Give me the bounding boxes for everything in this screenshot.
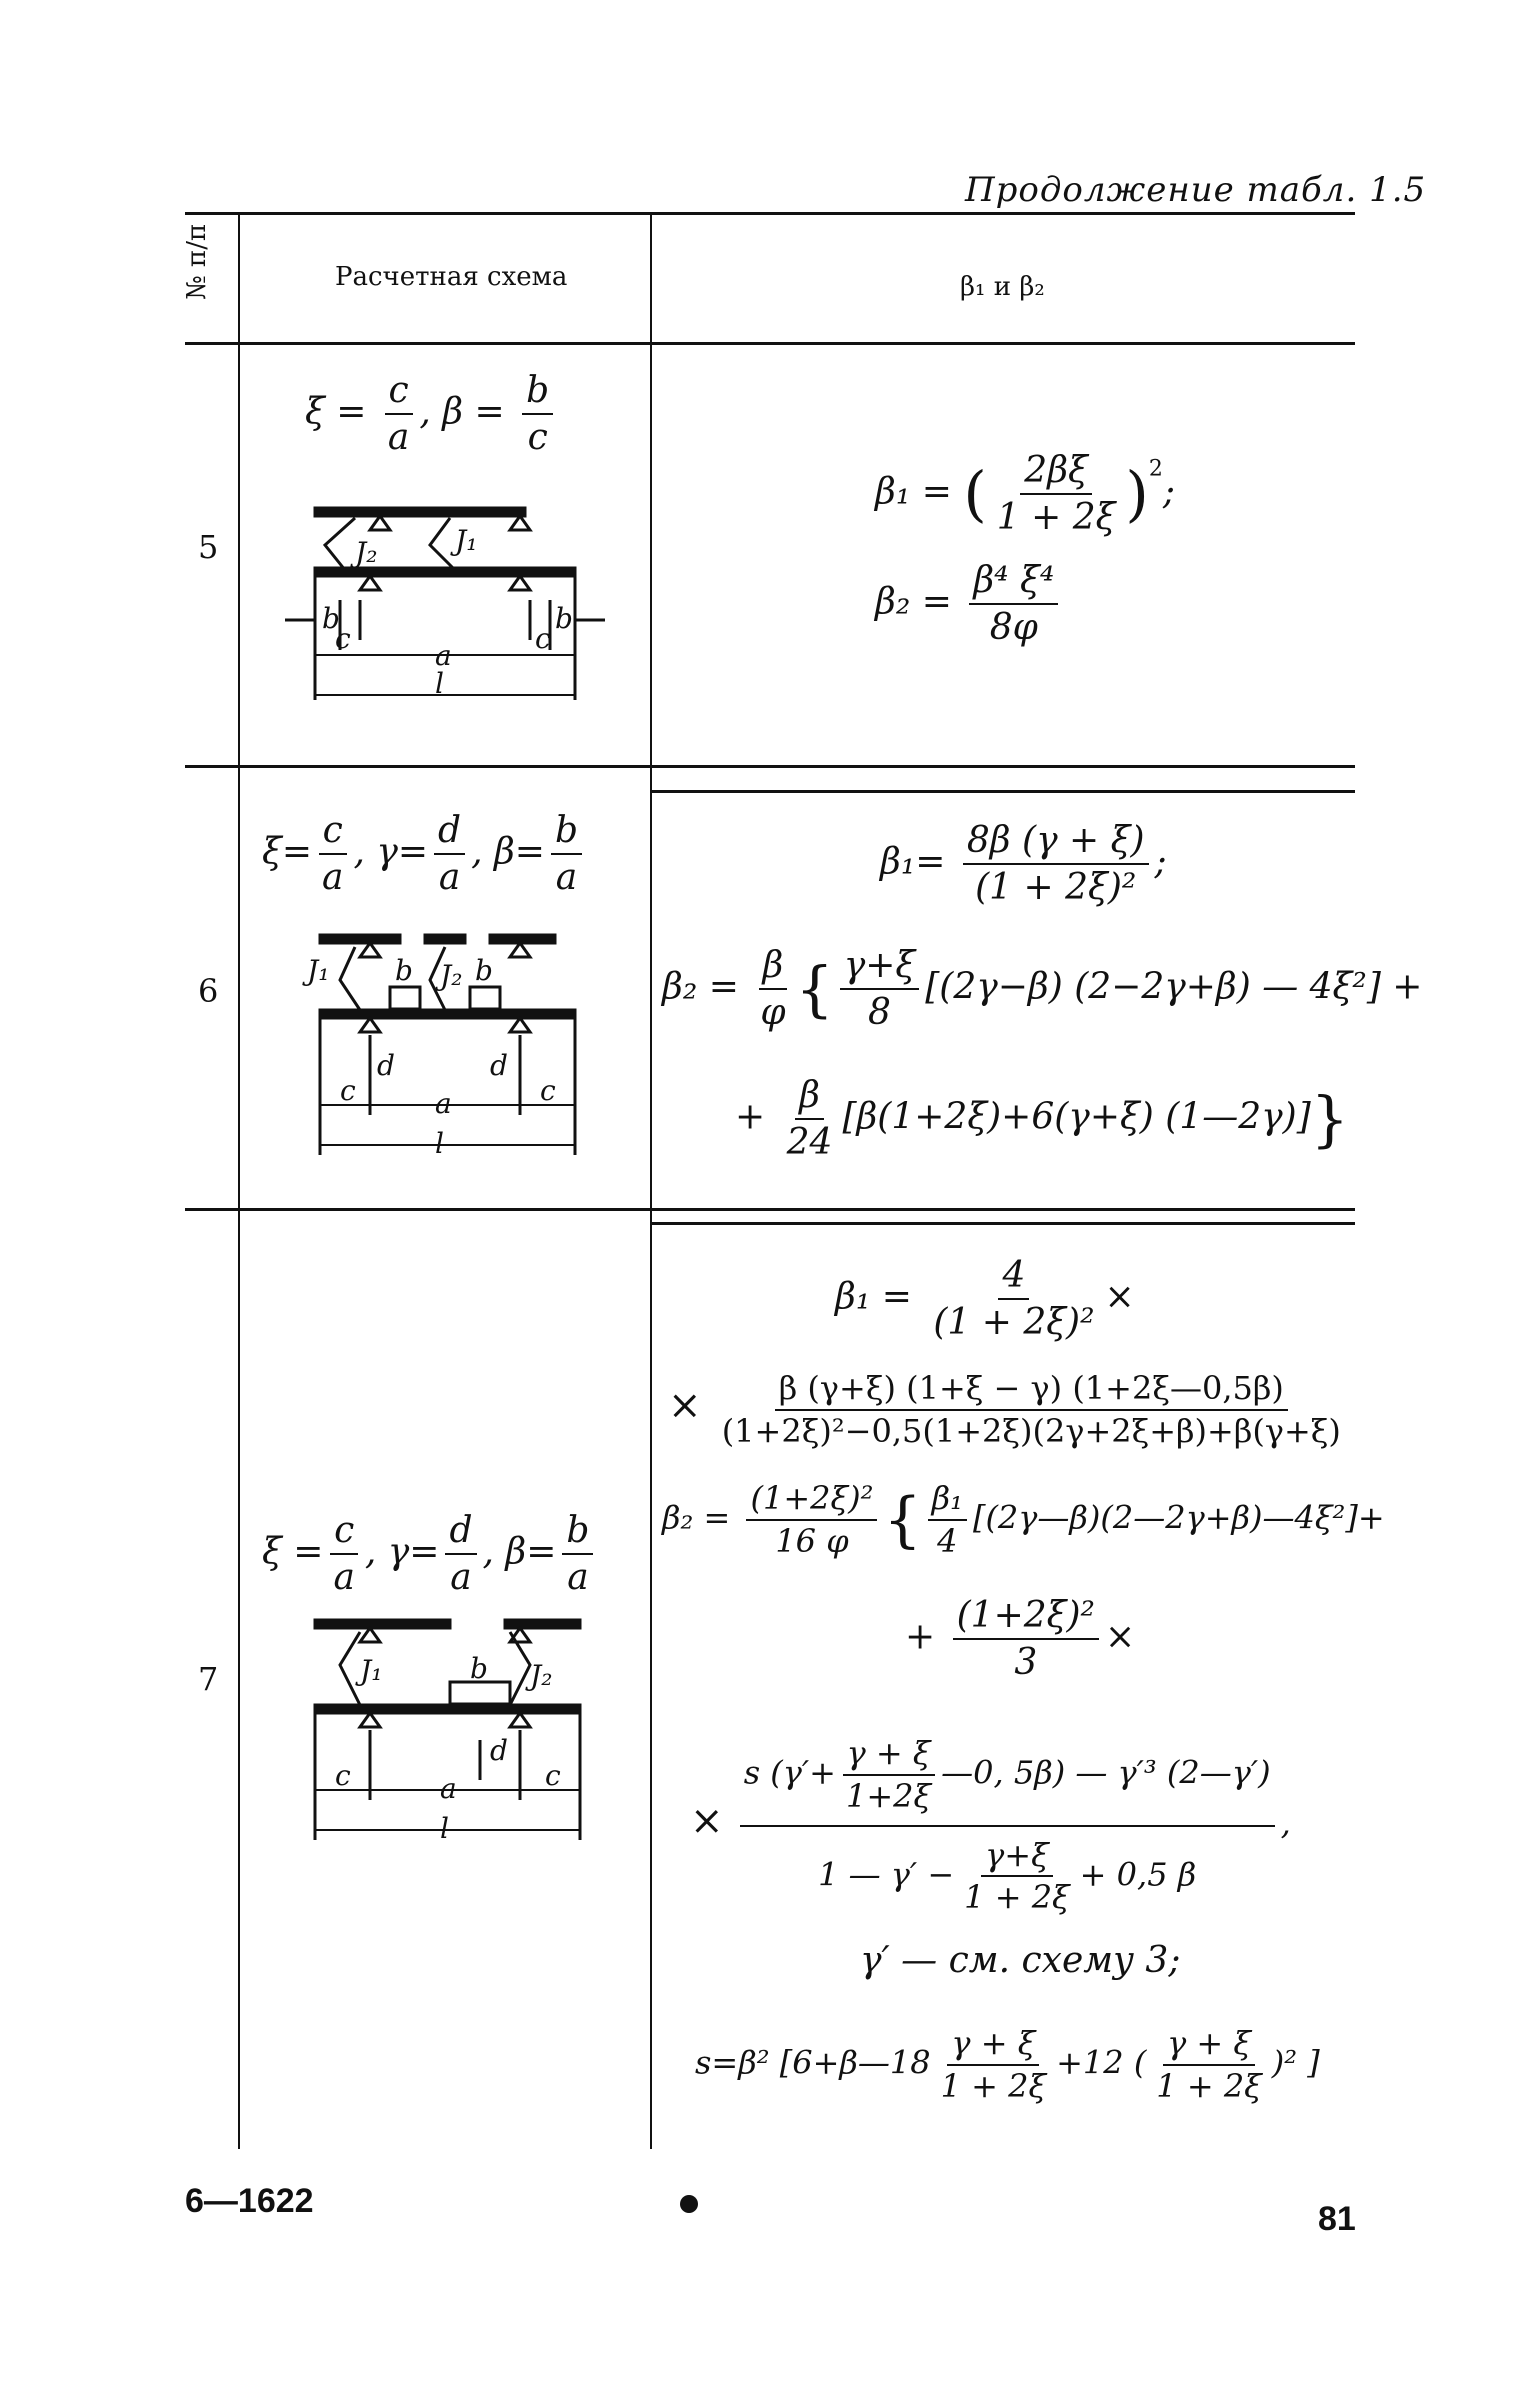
beta1-fraction [963,820,1149,909]
beta1-den: (1 + 2ξ)² [975,867,1137,909]
beta2-label: β₂ = [662,966,739,1008]
label-a: a [435,639,452,672]
beta1-num: 4 [998,1255,1029,1300]
label-l: l [440,1812,449,1845]
brace-open: { [883,1484,922,1555]
beta2-rest-2: [β(1+2ξ)+6(γ+ξ) (1—2γ)] [842,1096,1311,1138]
beta2-fraction [746,1480,877,1560]
beta1-fraction [993,450,1120,539]
times: × [1104,1276,1135,1318]
label-b-left: b [395,954,413,987]
big-num: β (γ+ξ) (1+ξ − γ) (1+2ξ—0,5β) [775,1370,1288,1411]
paren-close: ) [1125,459,1149,530]
label-d-right: d [490,1049,508,1082]
plus: + [905,1616,936,1658]
label-b-right: b [475,954,493,987]
xi-fraction [318,810,347,899]
gamma-fraction [445,1510,476,1599]
label-j1: J₁ [360,1654,383,1687]
frac-num: β [759,945,788,990]
row6-beta2-line1 [662,945,1422,1034]
beta-over-phi [756,945,789,1034]
footer-code: 6—1622 [185,2182,314,2220]
beta-label: , β= [471,831,545,873]
paren-open: ( [963,459,987,530]
gamma-fraction [434,810,465,899]
row7-params [262,1510,599,1599]
label-j1: J₁ [455,524,478,557]
row7-beta1-line2 [668,1370,1351,1450]
beta-den: a [567,1557,589,1599]
gamma-num: d [434,810,465,855]
semicolon: ; [1162,471,1175,513]
label-c-right: c [540,1074,556,1107]
frac-den: 24 [786,1122,833,1164]
row5-bottom-rule [185,765,1355,768]
xi-fraction [329,1510,358,1599]
beta-num: b [522,370,553,415]
xi-label: ξ = [262,1531,324,1573]
beta-num: b [551,810,582,855]
separator: , [419,391,431,433]
big-den [814,1827,1200,1917]
den-inner-fraction [960,1837,1074,1917]
xi-den: a [333,1557,355,1599]
xi-num: c [385,370,413,415]
col-divider-1 [238,214,240,2149]
xi-label: ξ= [262,831,312,873]
fraction-over-3 [953,1595,1099,1684]
beta-label: , β= [482,1531,557,1573]
gamma-den: a [450,1557,472,1599]
den-part-b: + 0,5 β [1079,1854,1197,1893]
page-mark [680,2195,698,2213]
row6-bottom-rule [185,1208,1355,1211]
inner-num: γ+ξ [981,1837,1053,1878]
big-fraction [740,1735,1275,1916]
header-bottom-rule [185,342,1355,345]
label-j2: J₂ [530,1659,553,1692]
row5-params [305,370,559,459]
beta1-exp: 2 [1148,456,1163,482]
row7-s-formula [695,2025,1320,2105]
row5-bottom-rule-right [650,790,1355,793]
col-divider-2 [650,214,652,2149]
label-j2: J₂ [440,959,463,992]
frac-den: φ [760,992,786,1034]
table-caption: Продолжение табл. 1.5 [965,170,1427,210]
label-c-left: c [340,1074,356,1107]
frac-num: γ + ξ [947,2025,1039,2066]
row7-beta1-line1 [835,1255,1135,1344]
beta-den: a [555,857,578,899]
big-num [740,1735,1275,1827]
inner-fraction [928,1480,967,1560]
inner-den: 8 [868,992,891,1034]
label-a: a [435,1087,452,1120]
label-c-left: c [335,1759,351,1792]
row5-scheme-diagram [265,490,615,720]
label-l: l [435,667,444,700]
label-b-right: b [555,602,573,635]
beta-fraction [522,370,553,459]
den-part-a: 1 — γ′ − [818,1854,955,1893]
gamma-den: a [438,857,461,899]
beta1-num: 8β (γ + ξ) [963,820,1149,865]
gamma-num: d [445,1510,476,1555]
header-num: № п/п [182,223,212,300]
frac-den: 1 + 2ξ [940,2066,1047,2105]
frac-num: γ + ξ [1163,2025,1255,2066]
beta2-label: β₂ = [875,581,952,623]
label-d-left: d [377,1049,395,1082]
xi-label: ξ = [305,391,367,433]
brace-open: { [795,954,834,1025]
header-scheme: Расчетная схема [335,262,568,292]
label-j1: J₁ [307,954,330,987]
beta2-num: β⁴ ξ⁴ [969,560,1058,605]
beta1-den: (1 + 2ξ)² [933,1302,1095,1344]
inner-den: 4 [937,1521,958,1560]
row6-beta1 [880,820,1167,909]
beta-over-24 [783,1075,837,1164]
xi-den: a [387,417,410,459]
label-l: l [435,1127,444,1160]
row7-gamma-note: γ′ — см. схему 3; [860,1940,1181,1981]
beta2-rest: [(2γ−β) (2−2γ+β) — 4ξ²] + [925,966,1423,1008]
label-c-left: c [335,622,351,655]
beta1-label: β₁ = [835,1276,912,1318]
beta2-rest: [(2γ—β)(2—2γ+β)—4ξ²]+ [972,1498,1385,1537]
times: × [690,1798,724,1845]
inner-num: γ + ξ [843,1735,935,1776]
gamma-label: , γ= [353,831,429,873]
row7-beta2-line3 [690,1735,1291,1916]
gamma-label: , γ= [364,1531,440,1573]
beta2-num: (1+2ξ)² [746,1480,877,1521]
row6-scheme-diagram [285,925,605,1165]
times: × [668,1382,702,1429]
plus: + [735,1096,766,1138]
row6-params [262,810,588,899]
beta2-den: 16 φ [775,1521,849,1560]
row5-beta1 [875,450,1175,539]
row-number: 5 [198,528,219,566]
beta-fraction [562,1510,593,1599]
inner-num: β₁ [928,1480,967,1521]
frac-den: 3 [1014,1642,1038,1684]
frac-num: β [795,1075,824,1120]
label-j2: J₂ [355,536,378,569]
row6-beta2-line2 [735,1075,1349,1164]
label-c-right: c [545,1759,561,1792]
brace-close: } [1310,1084,1349,1155]
label-a: a [440,1772,457,1805]
frac-num: (1+2ξ)² [953,1595,1099,1640]
row6-bottom-rule-right [650,1222,1355,1225]
semicolon: ; [1154,841,1167,883]
comma: , [1280,1804,1291,1843]
beta2-fraction [969,560,1058,649]
inner-num: γ+ξ [840,945,920,990]
beta1-big-fraction [718,1370,1345,1450]
row7-beta2-line1 [662,1480,1385,1560]
row5-beta2 [875,560,1064,649]
beta1-fraction [929,1255,1098,1344]
inner-den: 1 + 2ξ [964,1878,1070,1917]
label-c-right: c [535,622,551,655]
s-part-a: s=β² [6+β—18 [695,2043,931,2082]
xi-num: c [330,1510,358,1555]
beta1-label: β₁= [880,841,946,883]
row7-scheme-diagram [300,1610,600,1850]
beta1-num: 2βξ [1020,450,1092,495]
s-fraction-2 [1152,2025,1266,2105]
row7-beta2-line2 [905,1595,1135,1684]
label-b: b [470,1652,488,1685]
beta2-label: β₂ = [662,1498,731,1537]
s-part-c: )² ] [1271,2043,1320,2082]
beta-label: β = [442,391,505,433]
row-number: 7 [198,1660,219,1698]
beta-fraction [551,810,582,899]
header-beta: β₁ и β₂ [960,272,1045,302]
s-part-b: +12 ( [1056,2043,1147,2082]
beta-den: c [527,417,548,459]
label-d: d [490,1734,508,1767]
num-inner-fraction [842,1735,935,1815]
big-den: (1+2ξ)²−0,5(1+2ξ)(2γ+2ξ+β)+β(γ+ξ) [721,1411,1341,1450]
s-fraction-1 [937,2025,1051,2105]
xi-fraction [384,370,413,459]
beta2-den: 8φ [989,607,1038,649]
row-number: 6 [198,972,219,1010]
beta1-den: 1 + 2ξ [996,497,1116,539]
xi-den: a [322,857,344,899]
table-top-rule [185,212,1355,215]
beta-num: b [562,1510,593,1555]
frac-den: 1 + 2ξ [1156,2066,1262,2105]
label-b-left: b [322,602,340,635]
inner-den: 1+2ξ [845,1776,932,1815]
page-number: 81 [1318,2200,1356,2238]
num-part-a: s (γ′+ [743,1753,836,1792]
beta1-label: β₁ = [875,471,952,513]
xi-num: c [319,810,347,855]
inner-fraction [840,945,920,1034]
num-part-b: —0, 5β) — γ′³ (2—γ′) [941,1753,1271,1792]
times: × [1104,1616,1136,1658]
